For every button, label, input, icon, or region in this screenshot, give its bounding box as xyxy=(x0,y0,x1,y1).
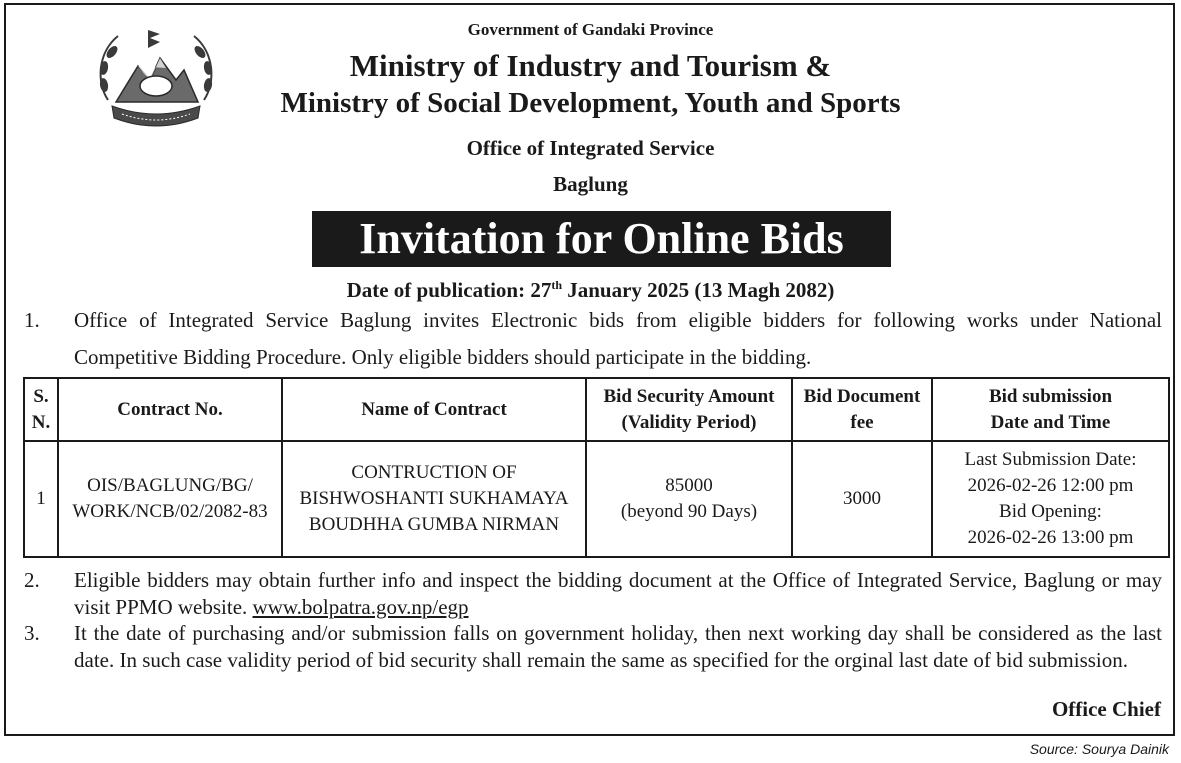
publication-prefix: Date of publication: 27 xyxy=(346,278,552,302)
cell-submission-date: Last Submission Date: 2026-02-26 12:00 pm Bid Opening: 2026-02-26 13:00 pm xyxy=(932,441,1169,557)
header-document-fee: Bid Document fee xyxy=(792,378,932,441)
paragraph-1-number: 1. xyxy=(24,308,40,332)
header-contract-no: Contract No. xyxy=(58,378,282,441)
cell-contract-name: CONTRUCTION OF BISHWOSHANTI SUKHAMAYA BOUDHHA GUMBA NIRMAN xyxy=(282,441,586,557)
header-bid-security: Bid Security Amount (Validity Period) xyxy=(586,378,792,441)
paragraph-2 xyxy=(24,567,1162,621)
cell-bid-security: 85000 (beyond 90 Days) xyxy=(586,441,792,557)
cell-contract-no: OIS/BAGLUNG/BG/ WORK/NCB/02/2082-83 xyxy=(58,441,282,557)
ppmo-website-link[interactable]: www.bolpatra.gov.np/egp xyxy=(252,595,469,619)
paragraph-2-text: Eligible bidders may obtain further info and inspect the bidding document at the Office of Integrated Service, Baglung or may visit PPMO website. xyxy=(74,568,1162,619)
paragraph-3-number: 3. xyxy=(24,621,40,645)
publication-rest: January 2025 (13 Magh 2082) xyxy=(562,278,835,302)
table-header-row xyxy=(24,378,1169,441)
office-name: Office of Integrated Service xyxy=(466,136,715,160)
ministry-line-2: Ministry of Social Development, Youth and Sports xyxy=(280,87,901,119)
government-name: Government of Gandaki Province xyxy=(467,20,714,39)
paragraph-3-text: It the date of purchasing and/or submission falls on government holiday, then next working day shall be considered as the last date. In such case validity period of bid security shall remain the same as specified for the orginal last date of bid submission. xyxy=(74,621,1162,672)
header-serial-number: S. N. xyxy=(24,378,58,441)
paragraph-1 xyxy=(24,302,1162,376)
publication-date xyxy=(0,278,1181,303)
table-row xyxy=(24,441,1169,557)
paragraph-2-body xyxy=(74,567,1162,621)
paragraph-3 xyxy=(24,620,1162,674)
cell-serial-number: 1 xyxy=(24,441,58,557)
source-credit: Source: Sourya Dainik xyxy=(1029,741,1169,757)
bids-table xyxy=(23,377,1170,558)
paragraph-2-number: 2. xyxy=(24,568,40,592)
publication-ordinal: th xyxy=(551,278,562,292)
paragraph-1-text: Office of Integrated Service Baglung invites Electronic bids from eligible bidders for following works under National Competitive Bidding Procedure. Only eligible bidders should participate in the bidding. xyxy=(74,308,1162,369)
notice-title-banner: Invitation for Online Bids xyxy=(312,211,891,267)
header-contract-name: Name of Contract xyxy=(282,378,586,441)
header-submission-date: Bid submission Date and Time xyxy=(932,378,1169,441)
office-location: Baglung xyxy=(553,172,628,196)
signature-office-chief: Office Chief xyxy=(1051,697,1161,721)
ministry-line-1: Ministry of Industry and Tourism & xyxy=(349,48,832,83)
cell-document-fee: 3000 xyxy=(792,441,932,557)
